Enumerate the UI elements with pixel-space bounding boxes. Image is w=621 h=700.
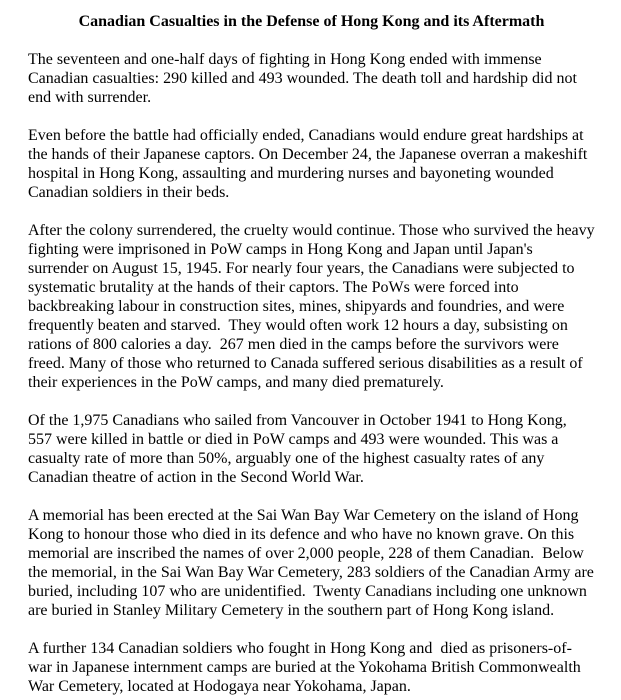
paragraph-hospital-atrocity: Even before the battle had officially ended, Canadians would endure great hardships at the hands of their Japanese captors. On December 24, the Japanese overran a makeshift hospital in Hong Kong, assaulting and murdering nurses and bayoneting wounded Canadian soldiers in their beds. bbox=[28, 127, 592, 201]
paragraph-yokohama-cemetery: A further 134 Canadian soldiers who fought in Hong Kong and died as prisoners-of-war in Japanese internment camps are buried at the Yokohama British Commonwealth War Cemetery, located at Hodogaya near Yokohama, Japan. bbox=[28, 640, 585, 695]
paragraph-casualty-totals: The seventeen and one-half days of fighting in Hong Kong ended with immense Canadian casualties: 290 killed and 493 wounded. The death toll and hardship did not end with surrender. bbox=[28, 51, 581, 106]
paragraph-casualty-rate: Of the 1,975 Canadians who sailed from Vancouver in October 1941 to Hong Kong, 557 were killed in battle or died in PoW camps and 493 were wounded. This was a casualty rate of more than 50%, arguably one of the highest casualty rates of any Canadian theatre of action in the Second World War. bbox=[28, 412, 575, 486]
paragraph-pow-camps: After the colony surrendered, the cruelty would continue. Those who survived the heavy fighting were imprisoned in PoW camps in Hong Kong and Japan until Japan's surrender on August 15, 1945. For nearly four years, the Canadians were subjected to systematic brutality at the hands of their captors. The PoWs were forced into backbreaking labour in construction sites, mines, shipyards and foundries, and were frequently beaten and starved. They would often work 12 hours a day, subsisting on rations of 800 calories a day. 267 men died in the camps before the survivors were freed. Many of those who returned to Canada suffered serious disabilities as a result of their experiences in the PoW camps, and many died prematurely. bbox=[28, 222, 599, 391]
document-title: Canadian Casualties in the Defense of Hong Kong and its Aftermath bbox=[78, 13, 545, 30]
paragraph-sai-wan-memorial: A memorial has been erected at the Sai Wan Bay War Cemetery on the island of Hong Kong to honour those who died in its defence and who have no known grave. On this memorial are inscribed the names of over 2,000 people, 228 of them Canadian. Below the memorial, in the Sai Wan Bay War Cemetery, 283 soldiers of the Canadian Army are buried, including 107 who are unidentified. Twenty Canadians including one unknown are buried in Stanley Military Cemetery in the southern part of Hong Kong island. bbox=[28, 507, 598, 619]
